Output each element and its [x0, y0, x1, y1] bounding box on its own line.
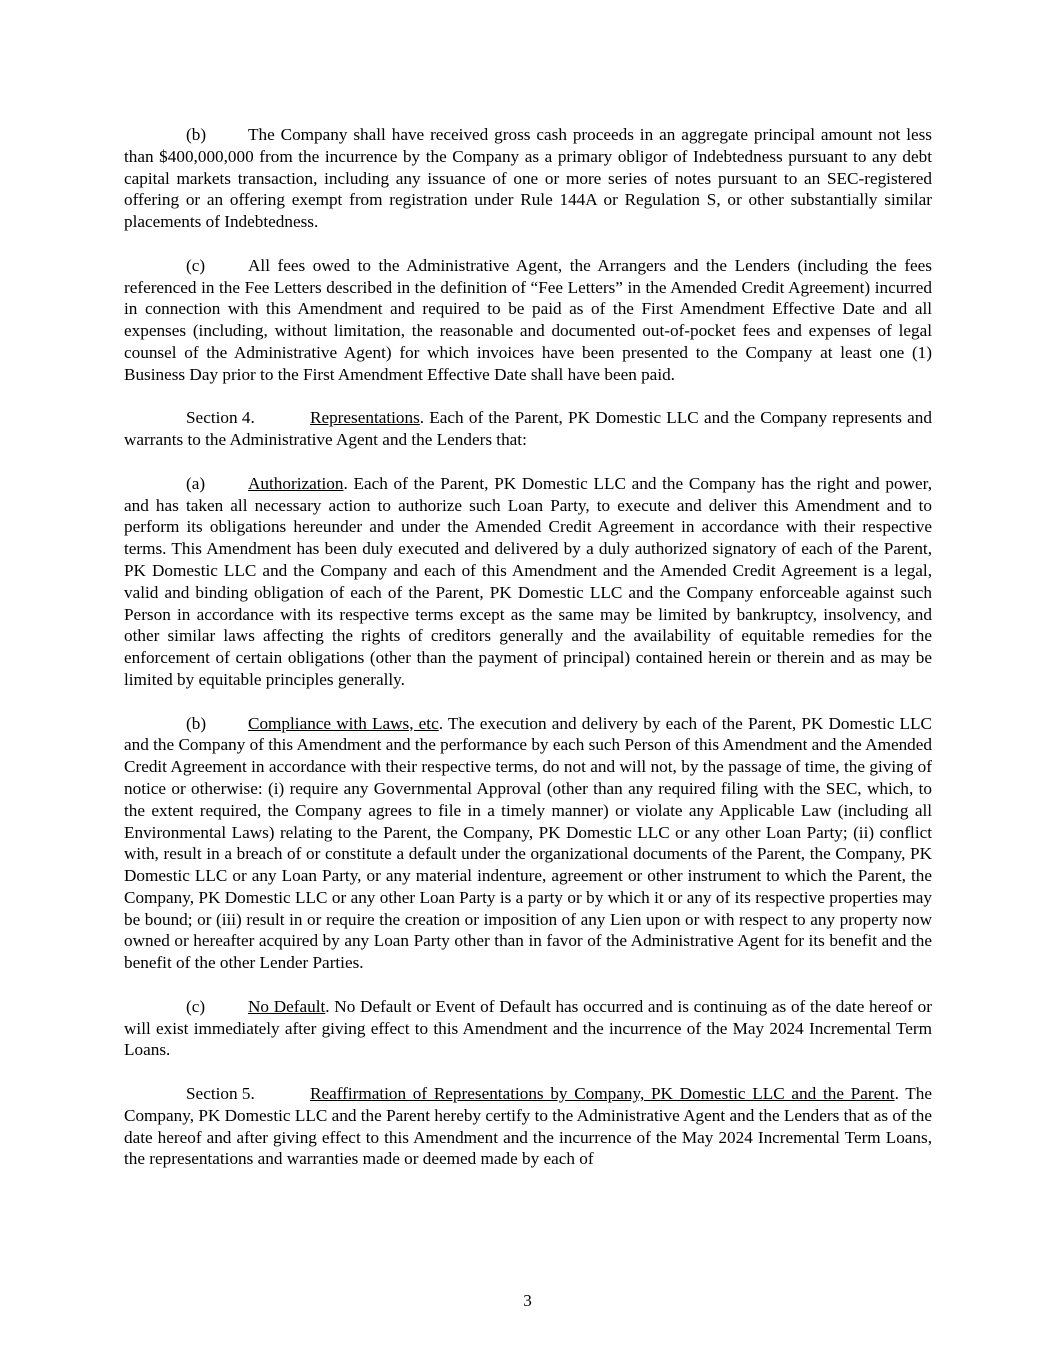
- paragraph-label: (b): [186, 713, 207, 733]
- paragraph-label: (c): [186, 255, 206, 275]
- paragraph-body: . Each of the Parent, PK Domestic LLC and the Company has the right and power, and has taken all necessary action to authorize such Loan Party, to execute and deliver this Amendment and to perform its obligations hereunder and under the Amended Credit Agreement in accordance with their respective terms. This Amendment has been duly executed and delivered by a duly authorized signatory of each of the Parent, PK Domestic LLC and the Company and each of this Amendment and the Amended Credit Agreement is a legal, valid and binding obligation of each of the Parent, PK Domestic LLC and the Company enforceable against such Person in accordance with its respective terms except as the same may be limited by bankruptcy, insolvency, and other similar laws affecting the rights of creditors generally and the availability of equitable remedies for the enforcement of certain obligations (other than the payment of principal) contained herein or therein and as may be limited by equitable principles generally.: [124, 473, 932, 689]
- section-number: Section 4.: [186, 408, 255, 428]
- paragraph-4c: [124, 996, 932, 1061]
- paragraph-4a: [124, 473, 932, 691]
- section-heading: Reaffirmation of Representations by Company, PK Domestic LLC and the Parent: [310, 1084, 895, 1104]
- paragraph-body: The Company shall have received gross cash proceeds in an aggregate principal amount not less than $400,000,000 from the incurrence by the Company as a primary obligor of Indebtedness pursuant to any debt capital markets transaction, including any issuance of one or more series of notes pursuant to an SEC-registered offering or an offering exempt from registration under Rule 144A or Regulation S, or other substantially similar placements of Indebtedness.: [124, 125, 932, 232]
- paragraph-heading: No Default: [248, 996, 326, 1016]
- section-body: . The Company, PK Domestic LLC and the Parent hereby certify to the Administrative Agent and the Lenders that as of the date hereof and after giving effect to this Amendment and the incurrence of the May 2024 Incremental Term Loans, the representations and warranties made or deemed made by each of: [124, 1084, 933, 1169]
- document-page: [124, 124, 932, 1192]
- paragraph-4b: [124, 713, 932, 975]
- paragraph-label: (c): [186, 996, 206, 1016]
- page-number: 3: [523, 1291, 532, 1310]
- paragraph-3c: [124, 255, 932, 386]
- paragraph-body: All fees owed to the Administrative Agent, the Arrangers and the Lenders (including the fees referenced in the Fee Letters described in the definition of “Fee Letters” in the Amended Credit Agreement) incurred in connection with this Amendment and required to be paid as of the First Amendment Effective Date and all expenses (including, without limitation, the reasonable and documented out-of-pocket fees and expenses of legal counsel of the Administrative Agent) for which invoices have been presented to the Company at least one (1) Business Day prior to the First Amendment Effective Date shall have been paid.: [124, 255, 932, 384]
- section-5: [124, 1083, 932, 1170]
- section-body: . Each of the Parent, PK Domestic LLC and the Company represents and warrants to the Administrative Agent and the Lenders that:: [124, 408, 932, 450]
- paragraph-label: (b): [186, 125, 207, 144]
- section-4: [124, 407, 932, 451]
- paragraph-3b: [124, 124, 932, 233]
- paragraph-heading: Authorization: [248, 473, 344, 493]
- paragraph-body: . No Default or Event of Default has occurred and is continuing as of the date hereof or will exist immediately after giving effect to this Amendment and the incurrence of the May 2024 Incremental Term Loans.: [124, 996, 932, 1060]
- paragraph-label: (a): [186, 473, 206, 493]
- section-heading: Representations: [310, 408, 420, 428]
- paragraph-heading: Compliance with Laws, etc: [248, 713, 439, 733]
- paragraph-body: . The execution and delivery by each of the Parent, PK Domestic LLC and the Company of this Amendment and the performance by each such Person of this Amendment and the Amended Credit Agreement in accordance with their respective terms, do not and will not, by the passage of time, the giving of notice or otherwise: (i) require any Governmental Approval (other than any required filing with the SEC, which, to the extent required, the Company agrees to file in a timely manner) or violate any Applicable Law (including all Environmental Laws) relating to the Parent, the Company, PK Domestic LLC or any other Loan Party; (ii) conflict with, result in a breach of or constitute a default under the organizational documents of the Parent, the Company, PK Domestic LLC or any Loan Party, or any material indenture, agreement or other instrument to which the Parent, the Company, PK Domestic LLC or any other Loan Party is a party or by which it or any of its respective properties may be bound; or (iii) result in or require the creation or imposition of any Lien upon or with respect to any property now owned or hereafter acquired by any Loan Party other than in favor of the Administrative Agent for its benefit and the benefit of the other Lender Parties.: [124, 713, 932, 973]
- section-number: Section 5.: [186, 1084, 255, 1104]
